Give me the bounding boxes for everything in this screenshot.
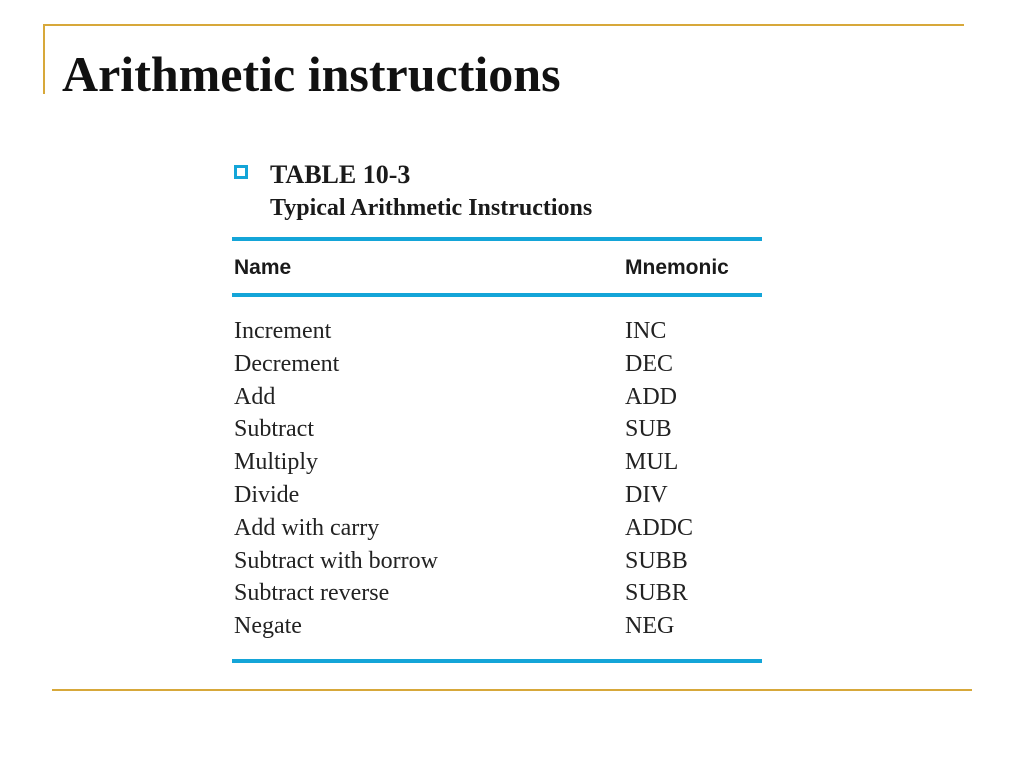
table-marker-square-icon bbox=[234, 165, 248, 179]
instruction-mnemonic: SUBB bbox=[625, 547, 688, 574]
table-row bbox=[232, 381, 762, 414]
table-row bbox=[232, 348, 762, 381]
instruction-mnemonic: SUB bbox=[625, 416, 672, 443]
instruction-mnemonic: INC bbox=[625, 318, 667, 344]
instruction-mnemonic: SUBR bbox=[625, 580, 688, 607]
instruction-mnemonic: NEG bbox=[625, 613, 675, 640]
instruction-name: Add with carry bbox=[234, 514, 380, 541]
table-row bbox=[232, 479, 762, 512]
instruction-name: Subtract with borrow bbox=[234, 547, 438, 574]
instruction-name: Subtract bbox=[234, 416, 314, 443]
table-row bbox=[232, 545, 762, 578]
column-header-name: Name bbox=[234, 256, 292, 279]
instruction-mnemonic: ADD bbox=[625, 383, 677, 410]
instruction-mnemonic: DIV bbox=[625, 481, 668, 508]
slide-title: Arithmetic instructions bbox=[62, 46, 561, 102]
table-bottom-rule bbox=[232, 659, 762, 663]
table-body bbox=[232, 315, 762, 643]
slide-bottom-rule bbox=[52, 689, 972, 691]
instruction-name: Decrement bbox=[234, 350, 340, 377]
table-row bbox=[232, 512, 762, 545]
instruction-name: Add bbox=[234, 383, 276, 410]
slide-frame-left-rule bbox=[43, 24, 45, 94]
table-row bbox=[232, 577, 762, 610]
table-row bbox=[232, 446, 762, 479]
table-header-rule bbox=[232, 293, 762, 297]
instruction-name: Divide bbox=[234, 481, 300, 508]
instruction-name: Multiply bbox=[234, 449, 319, 476]
column-header-mnemonic: Mnemonic bbox=[625, 256, 729, 279]
table-row bbox=[232, 610, 762, 643]
table-row bbox=[232, 315, 762, 348]
instruction-name: Negate bbox=[234, 613, 302, 640]
instruction-mnemonic: ADDC bbox=[625, 514, 694, 541]
table-caption: Typical Arithmetic Instructions bbox=[270, 195, 593, 221]
table-row bbox=[232, 413, 762, 446]
instruction-mnemonic: MUL bbox=[625, 449, 679, 476]
table-top-rule bbox=[232, 237, 762, 241]
instruction-mnemonic: DEC bbox=[625, 350, 673, 377]
instruction-name: Subtract reverse bbox=[234, 580, 390, 607]
table-label: TABLE 10-3 bbox=[270, 160, 411, 189]
slide-frame-top-rule bbox=[43, 24, 964, 26]
instruction-name: Increment bbox=[234, 318, 332, 344]
